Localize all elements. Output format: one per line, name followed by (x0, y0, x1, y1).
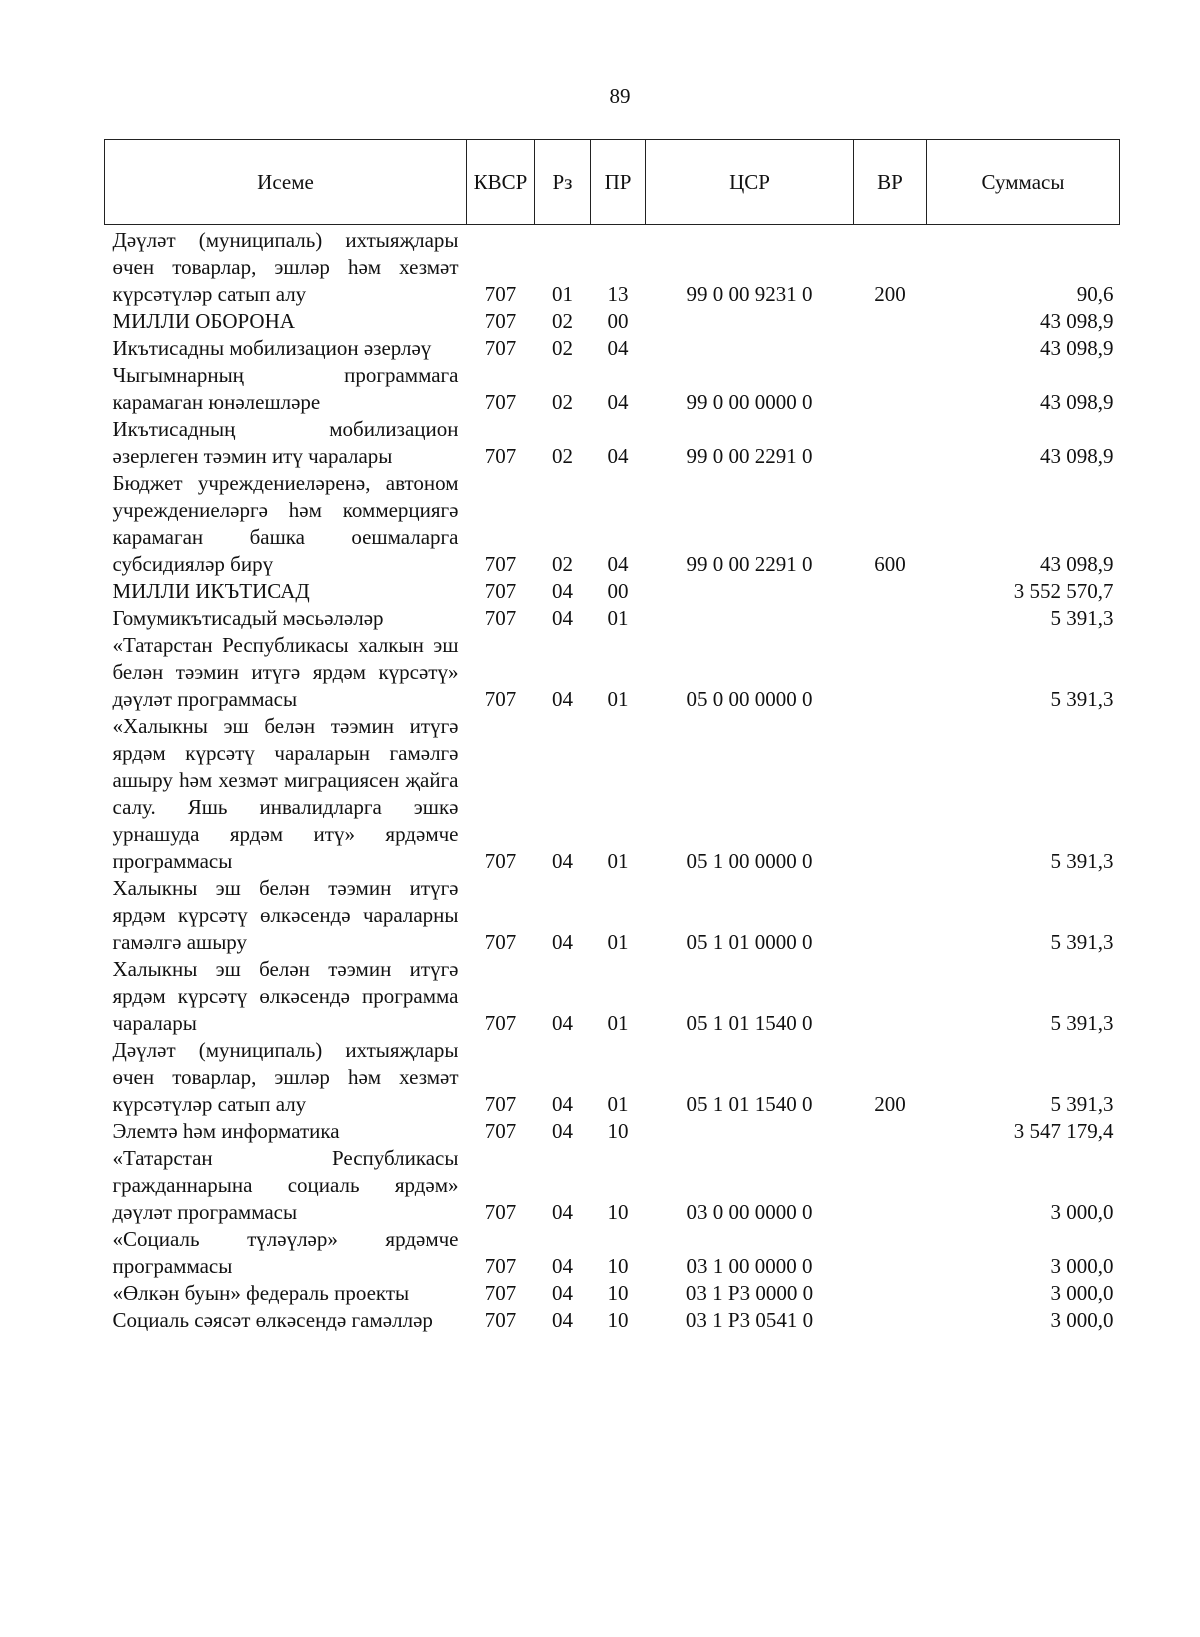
header-name: Исеме (105, 140, 467, 225)
cell-rz: 04 (552, 930, 573, 954)
table-row (105, 605, 1120, 632)
cell-sum: 5 391,3 (1050, 687, 1114, 711)
cell-pr: 04 (607, 336, 629, 360)
header-pr: ПР (591, 140, 646, 225)
cell-vr (854, 956, 927, 1037)
table-row (105, 1226, 1120, 1280)
cell-pr: 00 (607, 579, 629, 603)
table-row (105, 956, 1120, 1037)
cell-sum: 90,6 (1076, 282, 1114, 306)
cell-pr: 01 (607, 849, 629, 873)
cell-pr: 01 (607, 1092, 629, 1116)
cell-csr (646, 605, 854, 632)
cell-csr: 05 1 00 0000 0 (686, 849, 813, 873)
table-row (105, 632, 1120, 713)
cell-rz: 02 (552, 336, 573, 360)
cell-kvsr: 707 (484, 444, 517, 468)
cell-name: Элемтә һәм информатика (112, 1119, 340, 1143)
cell-kvsr: 707 (484, 1281, 517, 1305)
cell-csr: 99 0 00 0000 0 (686, 390, 813, 414)
table-row (105, 1037, 1120, 1118)
cell-kvsr: 707 (484, 687, 517, 711)
cell-kvsr: 707 (484, 336, 517, 360)
cell-rz: 04 (552, 1092, 573, 1116)
cell-vr (854, 632, 927, 713)
cell-name: Икътисадны мобилизацион әзерләү (112, 336, 432, 360)
cell-name: Бюджет учреждениеләренә, автоном учреждениеләргә һәм коммерциягә карамаган башка оешмаларга субсидияләр бирү (112, 471, 459, 576)
cell-rz: 04 (552, 1254, 573, 1278)
cell-rz: 04 (552, 1119, 573, 1143)
cell-sum: 5 391,3 (1050, 606, 1114, 630)
cell-name: Социаль сәясәт өлкәсендә гамәлләр (112, 1308, 433, 1332)
cell-name: Халыкны эш белән тәэмин итүгә ярдәм күрсәтү өлкәсендә чараларны гамәлгә ашыру (112, 876, 459, 954)
cell-vr (854, 605, 927, 632)
cell-kvsr: 707 (484, 552, 517, 576)
cell-pr: 13 (607, 282, 629, 306)
cell-rz: 04 (552, 606, 573, 630)
cell-vr (854, 1145, 927, 1226)
cell-pr: 00 (607, 309, 629, 333)
cell-sum: 43 098,9 (1040, 336, 1114, 360)
cell-csr: 99 0 00 9231 0 (686, 282, 813, 306)
header-csr: ЦСР (646, 140, 854, 225)
table-row (105, 1145, 1120, 1226)
table-row (105, 335, 1120, 362)
cell-csr: 03 1 00 0000 0 (686, 1254, 813, 1278)
cell-pr: 10 (607, 1254, 629, 1278)
cell-kvsr: 707 (484, 1119, 517, 1143)
page-number: 89 (609, 84, 631, 108)
cell-kvsr: 707 (484, 930, 517, 954)
cell-sum: 5 391,3 (1050, 1092, 1114, 1116)
cell-sum: 5 391,3 (1050, 930, 1114, 954)
cell-vr: 200 (874, 282, 906, 306)
cell-kvsr: 707 (484, 1308, 517, 1332)
table-row (105, 308, 1120, 335)
cell-csr: 03 0 00 0000 0 (686, 1200, 813, 1224)
cell-csr: 99 0 00 2291 0 (686, 444, 813, 468)
cell-pr: 01 (607, 606, 629, 630)
cell-vr (854, 1118, 927, 1145)
header-rz: Рз (535, 140, 591, 225)
cell-vr (854, 578, 927, 605)
cell-csr: 05 1 01 1540 0 (686, 1011, 813, 1035)
cell-rz: 02 (552, 444, 573, 468)
cell-pr: 10 (607, 1119, 629, 1143)
cell-kvsr: 707 (484, 579, 517, 603)
cell-rz: 02 (552, 309, 573, 333)
cell-sum: 5 391,3 (1050, 1011, 1114, 1035)
table-row (105, 713, 1120, 875)
table-row (105, 1280, 1120, 1307)
table-row (105, 1307, 1120, 1334)
cell-csr: 03 1 P3 0000 0 (685, 1281, 814, 1305)
cell-sum: 3 000,0 (1050, 1200, 1114, 1224)
table-row (105, 362, 1120, 416)
cell-csr: 05 1 01 1540 0 (686, 1092, 813, 1116)
header-vr: ВР (854, 140, 927, 225)
table-body (105, 225, 1120, 1335)
cell-csr (646, 578, 854, 605)
cell-rz: 04 (552, 1308, 573, 1332)
cell-name: Икътисадның мобилизацион әзерлеген тәэмин итү чаралары (112, 417, 459, 468)
cell-pr: 10 (607, 1308, 629, 1332)
cell-kvsr: 707 (484, 606, 517, 630)
cell-rz: 04 (552, 579, 573, 603)
cell-csr (646, 335, 854, 362)
table-row (105, 470, 1120, 578)
cell-name: Дәүләт (муниципаль) ихтыяҗлары өчен товарлар, эшләр һәм хезмәт күрсәтүләр сатып алу (112, 1038, 459, 1116)
table-row (105, 416, 1120, 470)
cell-rz: 02 (552, 552, 573, 576)
table-row (105, 875, 1120, 956)
cell-name: «Халыкны эш белән тәэмин итүгә ярдәм күрсәтү чараларын гамәлгә ашыру һәм хезмәт миграциясен җайга салу. Яшь инвалидларга эшкә урнашуда ярдәм итү» ярдәмче программасы (112, 714, 459, 873)
cell-rz: 04 (552, 1011, 573, 1035)
cell-pr: 01 (607, 687, 629, 711)
cell-sum: 43 098,9 (1040, 444, 1114, 468)
cell-pr: 01 (607, 930, 629, 954)
cell-csr: 03 1 P3 0541 0 (685, 1308, 814, 1332)
cell-name: МИЛЛИ ОБОРОНА (112, 309, 295, 333)
cell-csr (646, 1118, 854, 1145)
cell-name: «Татарстан Республикасы гражданнарына социаль ярдәм» дәүләт программасы (112, 1146, 459, 1224)
cell-rz: 04 (552, 1200, 573, 1224)
cell-pr: 04 (607, 552, 629, 576)
header-kvsr: КВСР (467, 140, 535, 225)
cell-kvsr: 707 (484, 1200, 517, 1224)
cell-name: Дәүләт (муниципаль) ихтыяҗлары өчен товарлар, эшләр һәм хезмәт күрсәтүләр сатып алу (112, 228, 459, 306)
cell-pr: 10 (607, 1281, 629, 1305)
cell-sum: 5 391,3 (1050, 849, 1114, 873)
cell-vr (854, 875, 927, 956)
cell-name: Гомумикътисадый мәсьәләләр (112, 606, 384, 630)
cell-vr (854, 1226, 927, 1280)
cell-name: Чыгымнарның программага карамаган юнәлешләре (112, 363, 459, 414)
cell-csr (646, 308, 854, 335)
cell-rz: 02 (552, 390, 573, 414)
cell-rz: 01 (552, 282, 573, 306)
cell-name: Халыкны эш белән тәэмин итүгә ярдәм күрсәтү өлкәсендә программа чаралары (112, 957, 459, 1035)
cell-sum: 3 547 179,4 (1013, 1119, 1114, 1143)
cell-kvsr: 707 (484, 390, 517, 414)
cell-sum: 3 000,0 (1050, 1281, 1114, 1305)
cell-vr (854, 1280, 927, 1307)
table-row (105, 225, 1120, 309)
table-header (105, 140, 1120, 225)
cell-vr: 200 (874, 1092, 906, 1116)
cell-sum: 43 098,9 (1040, 552, 1114, 576)
cell-vr (854, 1307, 927, 1334)
cell-sum: 3 552 570,7 (1013, 579, 1114, 603)
cell-kvsr: 707 (484, 1092, 517, 1116)
cell-pr: 01 (607, 1011, 629, 1035)
cell-kvsr: 707 (484, 849, 517, 873)
cell-rz: 04 (552, 687, 573, 711)
table-row (105, 1118, 1120, 1145)
cell-kvsr: 707 (484, 1254, 517, 1278)
cell-vr (854, 362, 927, 416)
cell-pr: 04 (607, 444, 629, 468)
cell-sum: 3 000,0 (1050, 1254, 1114, 1278)
cell-vr (854, 416, 927, 470)
cell-csr: 05 1 01 0000 0 (686, 930, 813, 954)
cell-sum: 43 098,9 (1040, 390, 1114, 414)
cell-csr: 99 0 00 2291 0 (686, 552, 813, 576)
cell-name: «Социаль түләүләр» ярдәмче программасы (112, 1227, 459, 1278)
cell-rz: 04 (552, 1281, 573, 1305)
cell-rz: 04 (552, 849, 573, 873)
cell-name: «Татарстан Республикасы халкын эш белән тәэмин итүгә ярдәм күрсәтү» дәүләт программасы (112, 633, 459, 711)
cell-kvsr: 707 (484, 282, 517, 306)
cell-name: МИЛЛИ ИКЪТИСАД (112, 579, 310, 603)
cell-name: «Өлкән буын» федераль проекты (112, 1281, 410, 1305)
cell-vr (854, 335, 927, 362)
table-row (105, 578, 1120, 605)
cell-sum: 43 098,9 (1040, 309, 1114, 333)
cell-pr: 10 (607, 1200, 629, 1224)
cell-sum: 3 000,0 (1050, 1308, 1114, 1332)
cell-vr: 600 (874, 552, 906, 576)
budget-table (104, 139, 1120, 1334)
cell-pr: 04 (607, 390, 629, 414)
header-sum: Суммасы (927, 140, 1120, 225)
cell-vr (854, 713, 927, 875)
cell-csr: 05 0 00 0000 0 (686, 687, 813, 711)
cell-kvsr: 707 (484, 309, 517, 333)
cell-vr (854, 308, 927, 335)
cell-kvsr: 707 (484, 1011, 517, 1035)
